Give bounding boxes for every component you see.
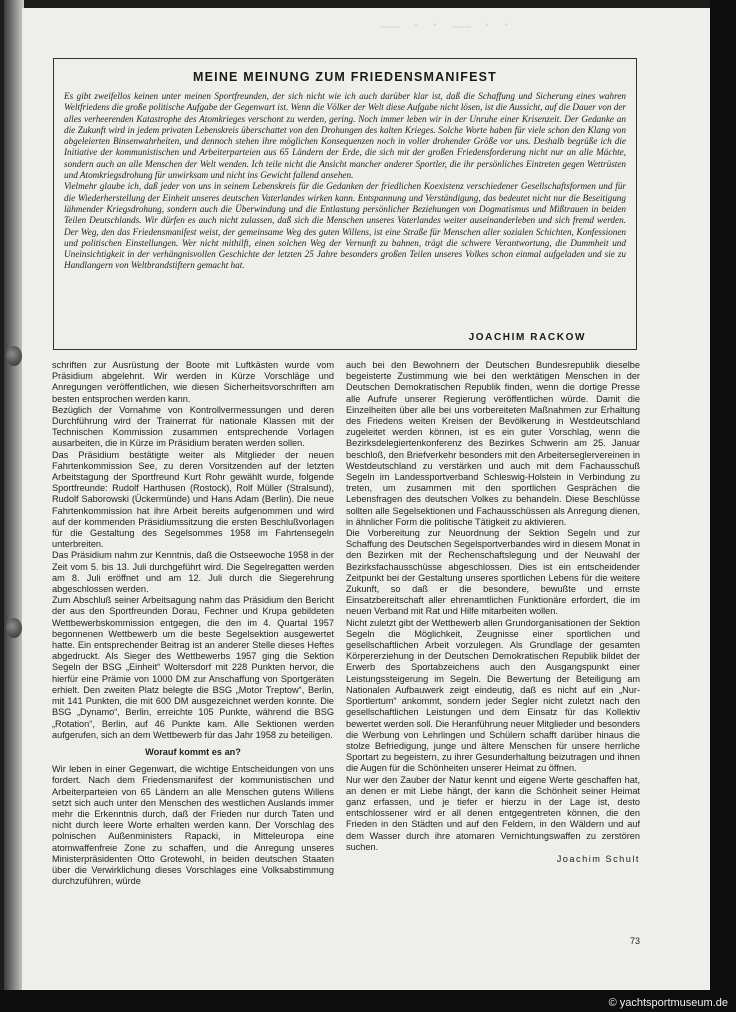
left-column (52, 360, 334, 887)
scan-border-right (710, 0, 736, 1012)
paragraph: Das Präsidium bestätigte weiter als Mitglieder der neuen Fahrtenkommission See, zu deren Vorsitzenden auf der letzten Arbeitstagung der Sportfreund Kurt Rohr gewählt wurde, folgende Sportfreunde: Rudolf Harthusen (Rostock), Rolf Müller (Stralsund), Rudolf Saborowski (Ückermünde) und Hans Adam (Berlin). Die neue Fahrtenkommission hat ihre Arbeit bereits aufgenommen und wird auf der kommenden Präsidiumssitzung die ersten Beschlußvorlagen für die Gestaltung des Segelsommes 1958 im Fahrtensegeln unterbreiten. (52, 449, 334, 550)
right-column (346, 360, 640, 865)
paragraph: Nicht zuletzt gibt der Wettbewerb allen Grundorganisationen der Sektion Segeln die Möglichkeit, Zeugnisse einer sportlichen und gesellschaftlichen Arbeit vorzulegen. Als Grundlage der gesamten Körpererziehung in der Deutschen Demokratischen Republik bildet der Erwerb des Sportabzeichens auch den Ausgangspunkt einer Leistungssteigerung im Segeln. Die Bewertung der Beteiligung am Nationalen Aufbauwerk zeigt eindeutig, daß es nicht auf ein „Nur-Sportlertum“ ankommt, sondern jeder Segler nicht zuletzt nach den gesellschaftlichen Leistungen und dem Einsatz für das Kollektiv bewertet werden soll. Die Heranführung neuer Mitglieder und besonders die Werbung von Lehrlingen und Schülern schafft darüber hinaus die stolze Befriedigung, junge und ältere Menschen für unsere herrliche Sportart zu begeistern, zu ihrer Gesunderhaltung beizutragen und ihnen die Augen für die Schönheiten unserer Heimat zu öffnen. (346, 617, 640, 774)
box-title: MEINE MEINUNG ZUM FRIEDENSMANIFEST (193, 70, 497, 84)
paragraph: Die Vorbereitung zur Neuordnung der Sektion Segeln und zur Schaffung des Deutschen Segelsportverbandes wird in diesem Monat in den Bezirken mit der Rechenschaftslegung und der Neuwahl der Bezirksfachausschüsse abgeschlossen. Dies ist ein entscheidender Zeitpunkt bei der Gestaltung unseres sportlichen Lebens für die weitere Zukunft, so daß er die besondere, bewußte und ernste Einsatzbereitschaft aller ehrenamtlichen Funktionäre erfordert, die im neuen Verband mit Rat und Hilfe mitarbeiten wollen. (346, 528, 640, 617)
opinion-box (53, 58, 637, 350)
paragraph: Das Präsidium nahm zur Kenntnis, daß die Ostseewoche 1958 in der Zeit vom 5. bis 13. Juli durchgeführt wird. Die Segelregatten werden am 8. Juli eröffnet und am 12. Juli durch die Siegerehrung abgeschlossen werden. (52, 550, 334, 595)
watermark: © yachtsportmuseum.de (608, 997, 728, 1009)
section-heading: Worauf kommt es an? (145, 746, 241, 757)
binding-shadow (4, 0, 24, 990)
page-number: 73 (630, 936, 641, 946)
punch-hole-top (6, 346, 22, 366)
show-through-print: — · · — · · (380, 12, 513, 37)
article-author: Joachim Schult (556, 853, 640, 864)
paragraph: Nur wer den Zauber der Natur kennt und eigene Werte geschaffen hat, an denen er mit Liebe hängt, der kann die Schönheit seiner Heimat ganz erfassen, und je tiefer er hierzu in der Lage ist, desto entschlossener wird er all denen entgegentreten können, die den Frieden in den Städten und auf den Feldern, in den Wäldern und auf dem Wasser durch ihre atomaren Vernichtungswaffen zu zerstören suchen. (346, 774, 640, 852)
paragraph: Bezüglich der Vornahme von Kontrollvermessungen und deren Durchführung wird der Trainerrat für nationale Klassen mit der Technischen Kommission zusammen entsprechende Vorlagen ausarbeiten, die in Kürze im Präsidium beraten werden sollen. (52, 404, 334, 449)
paragraph: Wir leben in einer Gegenwart, die wichtige Entscheidungen von uns fordert. Nach dem Friedensmanifest der kommunistischen und Arbeiterparteien von 65 Ländern an alle Menschen gutens Willens setzt sich auch unter den Menschen des westlichen Auslands immer mehr die Erkenntnis durch, daß der Frieden nur durch Taten und nicht durch leere Worte erhalten werden kann. Der Vorschlag des polnischen Außenministers Rapacki, in Mitteleuropa eine atomwaffenfreie Zone zu schaffen, und die Anregung unseres Ministerpräsidenten Otto Grotewohl, in beiden deutschen Staaten über die Verwirklichung dieses Vorschlages eine Volksabstimmung durchzuführen, würde (52, 764, 334, 887)
punch-hole-bottom (6, 618, 22, 638)
paragraph: schriften zur Ausrüstung der Boote mit Luftkästen wurde vom Präsidium abgelehnt. Wir werden in Kürze Vorschläge und Anregungen veröffentlichen, wie diesen Sicherheitsvorschriften am besten entsprochen werden kann. (52, 360, 334, 404)
box-paragraph: Es gibt zweifellos keinen unter meinen Sportfreunden, der sich nicht wie ich auch darüber klar ist, daß die Schaffung und Sicherung eines wahren Weltfriedens die große politische Aufgabe der Gegenwart ist. Wenn die Völker der Welt diese Aufgabe nicht lösen, ist die Aussicht, auf die Dauer von der alles verheerenden Katastrophe des Atomkrieges verschont zu werden, gering. Noch immer leben wir in der Unruhe einer Krisenzeit. Der Gedanke an die Zukunft wird in jedem privaten Lebenskreis überschattet von den Drohungen des kalten Krieges. Solche Worte haben für viele schon den Klang von abgeleierten Binsenwahrheiten, und dennoch stehen ihre möglichen Konsequenzen noch in voller drohender Größe vor uns. Deshalb begrüße ich die Initiative der kommunistischen und Arbeiterparteien aus 65 Ländern der Erde, die sich mit der großen Friedensforderung nicht nur an alle Mächte, sondern auch an alle Menschen der Welt wenden. Ich teile nicht die Ansicht mancher anderer Sportler, die ihr persönliches Eintreten gegen Wettrüsten und Atomkriegsdrohung für unwirksam und nicht ins Gewicht fallend ansehen. (64, 91, 626, 181)
box-author: JOACHIM RACKOW (468, 332, 586, 343)
paragraph: auch bei den Bewohnern der Deutschen Bundesrepublik dieselbe begeisterte Zustimmung wie bei den werktätigen Menschen in der Deutschen Demokratischen Republik finden, wenn die dortige Presse alle Aufrufe unserer Regierung veröffentlichen würde. Damit die Einzelheiten über alle bei uns vorbereiteten Maßnahmen zur Erhaltung des Friedens weiten Kreisen der Bevölkerung in Westdeutschland zugeleitet werden können, ist es ein guter Vorschlag, wenn die Bezirksdelegiertenkonferenz des Bezirkes Schwerin am 25. Januar beschloß, den Briefverkehr besonders mit den Arbeiterseglervereinen in Westdeutschland zu verstärken und auch mit dem Fachausschuß Segeln im Landessportverband Schleswig-Holstein in Verbindung zu treten, um zusammen mit den sportlichen Gesprächen die Lebensfragen des deutschen Volkes zu behandeln. Diese Beschlüsse sollten alle Segelsektionen und Fachausschüssen als Anregung dienen, in ähnlicher Form die politische Tätigkeit zu aktivieren. (346, 360, 640, 527)
box-paragraph: Vielmehr glaube ich, daß jeder von uns in seinem Lebenskreis für die Gedanken der friedlichen Koexistenz verschiedener Gesellschaftsformen und für die Wiederherstellung der Einheit unseres deutschen Vaterlandes wirken kann. Entspannung und Verständigung, das bedeutet nicht nur die Beseitigung lähmender Kriegsdrohung, sondern auch die Überwindung und die Entlastung persönlicher Beziehungen von Dogmatismus und Mißtrauen in beiden Teilen Deutschlands. Wir dürfen es auch nicht zulassen, daß sich die Menschen unseres Vaterlandes weiter auseinanderleben und sich fremd werden. Der Weg, den das Friedensmanifest weist, der gemeinsame Weg des guten Willens, ist eine Straße für Menschen aller sozialen Schichten, Konfessionen und politischen Einstellungen. Wer nicht mithilft, einen solchen Weg der Vernunft zu bahnen, trägt die schwere Verantwortung, die Dummheit und Uneinsichtigkeit in der verhängnisvollen Geschichte der letzten 25 Jahre besonders großen Teilen unseres Volkes schon einmal aufgeladen und sie zu Handlangern von Weltbrandstiftern gemacht hat. (64, 181, 626, 271)
paragraph: Zum Abschluß seiner Arbeitsagung nahm das Präsidium den Bericht der aus den Sportfreunden Dorau, Fechner und Krupa gebildeten Wettbewerbskommission entgegen, die den im 4. Quartal 1957 begonnenen Wettbewerb um die beste Segelsektion ausgewertet hatte. Ein entsprechender Beitrag ist an anderer Stelle dieses Heftes abgedruckt. Als Sieger des Wettbewerbs 1957 ging die Sektion Segeln der BSG „Einheit“ Woltersdorf mit 228 Punkten hervor, die hierfür eine Prämie von 1000 DM zur Anschaffung von Sportgeräten erhielt. Den zweiten Platz belegte die BSG „Motor Treptow“, Berlin, mit 141 Punkten, die mit 600 DM ausgezeichnet werden konnte. Die BSG „Dynamo“, Berlin, erreichte 105 Punkte, während die BSG „Rotation“, Berlin, auf 46 Punkte kam. Alle Sektionen werden aufgerufen, sich an dem Wettbewerb für das Jahr 1958 zu beteiligen. (52, 595, 334, 740)
